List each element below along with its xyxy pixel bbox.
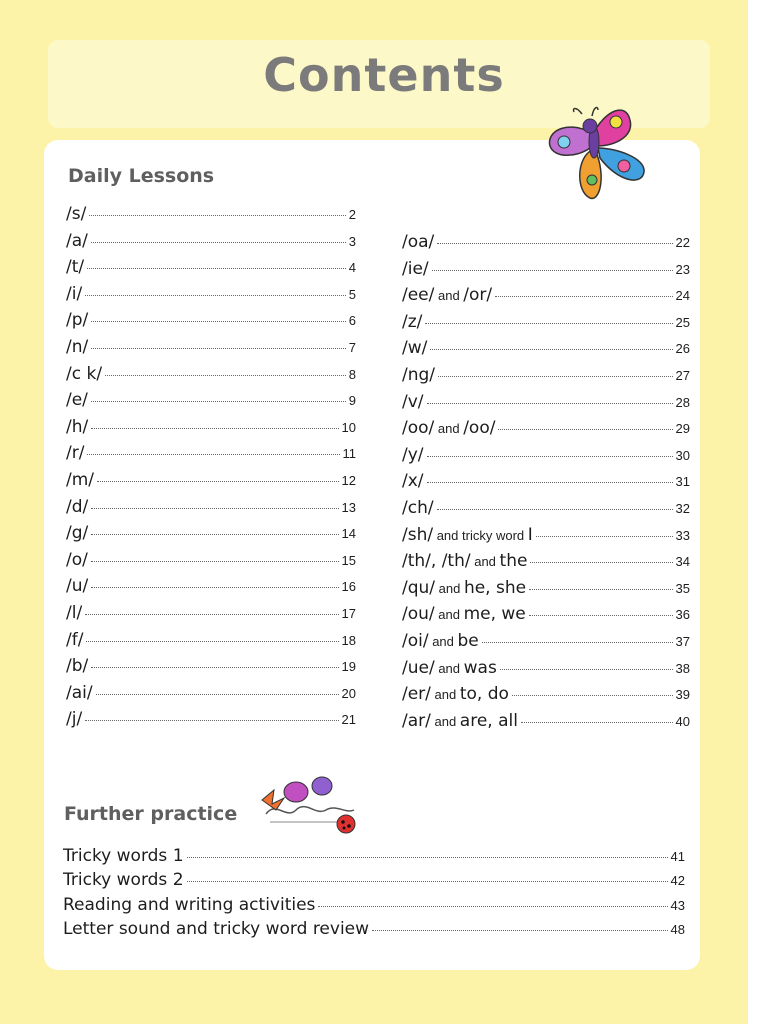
entry-sound: /w/ [402,338,428,359]
page-number: 43 [670,897,685,913]
page-number: 35 [675,580,690,596]
dot-leader [91,428,338,429]
page-number: 36 [675,607,690,623]
entry-sound: /e/ [66,390,88,411]
entry-sound: /ue/ [402,657,435,678]
contents-entry [66,443,356,469]
entry-label [66,310,88,330]
entry-word: the [499,551,528,572]
page-number: 2 [348,207,356,222]
entry-label [66,550,88,570]
dot-leader [86,641,338,642]
entry-word: are, all [459,710,518,731]
entry-label [402,525,533,545]
contents-entry [66,390,356,416]
entry-label [402,684,509,704]
entry-label [66,576,88,596]
entry-label [402,445,424,465]
entry-label [66,683,93,703]
entry-label [66,417,88,437]
dot-leader [432,270,673,271]
entry-sound: /qu/ [402,577,436,598]
dot-leader [91,348,346,349]
entry-label [66,497,88,517]
page-number: 37 [675,634,690,649]
contents-entry [402,711,690,737]
entry-connector: and [470,554,500,570]
entry-sound: /sh/ [402,524,434,545]
contents-entry [66,603,356,629]
entry-label [66,656,88,676]
page-number: 3 [348,233,356,249]
dot-leader [85,720,338,721]
dot-leader [91,321,346,322]
contents-entry [402,525,690,551]
entry-connector: and tricky word [433,527,528,543]
contents-entry [66,257,356,283]
bugs-icon [256,770,366,836]
entry-sound: /g/ [66,523,89,544]
page-number: 24 [675,288,690,304]
entry-label [66,523,88,543]
page-number: 7 [348,340,356,355]
contents-entry [63,919,685,945]
dot-leader [87,454,339,455]
entry-label [66,337,88,357]
entry-sound: /r/ [66,443,85,464]
entry-sound: /o/ [66,549,88,570]
contents-entry [66,417,356,443]
entry-label [402,418,495,438]
entry-connector: and [430,713,460,729]
entry-sound: /ee/ [402,285,435,306]
entry-sound: /j/ [66,709,83,730]
entry-label [63,895,315,915]
dot-leader [482,642,673,643]
dot-leader [85,295,346,296]
entry-sound: /f/ [66,629,84,650]
dot-leader [91,587,338,588]
dot-leader [437,509,673,510]
dot-leader [430,349,672,350]
entry-sound: Tricky words 2 [63,870,184,891]
contents-entry [402,232,690,258]
page-number: 13 [341,499,356,515]
contents-entry [402,551,690,577]
page-number: 9 [348,393,356,409]
entry-label [66,443,84,463]
contents-entry [66,284,356,310]
page-number: 42 [670,873,685,889]
entry-label [66,709,82,729]
entry-label [402,578,526,598]
entry-label [402,285,492,305]
entry-sound: /ai/ [66,682,93,703]
dot-leader [96,694,339,695]
page-number: 27 [675,368,690,383]
page-number: 21 [341,712,356,728]
dot-leader [500,669,673,670]
contents-entry [66,630,356,656]
butterfly-icon [546,102,656,210]
dot-leader [318,906,667,907]
entry-sound: /n/ [66,337,89,357]
page-number: 34 [675,554,690,570]
dot-leader [427,456,673,457]
entry-word: to, do [459,684,509,705]
dot-leader [187,881,668,882]
page-number: 15 [341,552,356,568]
dot-leader [498,429,672,430]
entry-label [402,604,526,624]
entry-label [63,846,184,866]
entry-label [402,259,429,279]
entry-word: /oo/ [463,418,496,439]
contents-entry [402,418,690,444]
contents-entry [402,365,690,391]
entry-label [402,658,497,678]
daily-lessons-heading: Daily Lessons [68,165,215,187]
entry-label [66,284,82,304]
page-number: 18 [341,632,356,648]
page-number: 38 [675,660,690,676]
page-number: 22 [675,235,690,250]
contents-entry [66,310,356,336]
entry-sound: /b/ [66,656,89,677]
dot-leader [536,536,673,537]
page-number: 14 [341,526,356,542]
entry-connector: and [435,580,464,596]
dot-leader [91,508,338,509]
entry-word: be [457,631,479,651]
contents-entry [402,604,690,630]
dot-leader [529,615,673,616]
page-number: 6 [348,313,356,329]
dot-leader [89,215,345,216]
dot-leader [85,614,338,615]
contents-entry [63,895,685,921]
entry-connector: and [434,660,464,676]
entry-sound: /l/ [66,603,83,623]
page-number: 20 [341,685,356,701]
contents-entry [402,471,690,497]
contents-entry [63,870,685,896]
page-number: 26 [675,341,690,357]
contents-entry [402,445,690,471]
entry-label [63,870,184,890]
page-number: 48 [670,921,685,937]
entry-sound: /oi/ [402,631,429,651]
entry-label [66,257,84,277]
entry-sound: Tricky words 1 [63,846,184,866]
entry-sound: Letter sound and tricky word review [63,918,370,939]
dot-leader [372,930,667,931]
dot-leader [97,481,339,482]
entry-label [402,711,518,731]
dot-leader [512,695,673,696]
dot-leader [529,589,672,590]
contents-entry [66,550,356,576]
entry-sound: Reading and writing activities [63,894,316,915]
entry-word: was [463,657,497,678]
contents-entry [402,392,690,418]
dot-leader [530,562,672,563]
contents-entry [402,658,690,684]
entry-label [66,630,83,650]
entry-word: me, we [463,604,526,625]
page-number: 11 [342,446,356,462]
dot-leader [91,242,346,243]
entry-sound: /i/ [66,283,83,304]
dot-leader [91,534,338,535]
entry-connector: and [428,634,458,649]
entry-label [66,231,88,251]
entry-sound: /v/ [402,391,424,412]
entry-sound: /s/ [66,204,87,224]
entry-connector: and [434,607,464,623]
page-number: 10 [341,419,356,435]
dot-leader [105,375,346,376]
contents-entry [66,364,356,390]
page-number: 12 [341,473,356,488]
dot-leader [437,243,672,244]
page-number: 28 [675,394,690,410]
contents-entry [402,631,690,657]
entry-connector: and [434,288,464,304]
dot-leader [495,296,672,297]
entry-label [66,603,82,623]
contents-entry [66,576,356,602]
page-number: 39 [675,687,690,703]
contents-entry [66,231,356,257]
entry-sound: /er/ [402,684,431,705]
dot-leader [91,561,339,562]
page-number: 41 [670,849,685,864]
dot-leader [87,268,346,269]
entry-label [66,204,86,224]
page-number: 32 [675,501,690,516]
page-number: 4 [348,260,356,276]
entry-connector: and [430,687,460,703]
entry-sound: /ch/ [402,498,434,518]
contents-entry [66,470,356,496]
entry-sound: /h/ [66,416,89,437]
entry-sound: /u/ [66,576,89,597]
entry-label [63,919,369,939]
entry-sound: /z/ [402,311,423,332]
entry-label [402,392,424,412]
page-number: 29 [675,421,690,437]
entry-label [402,312,422,332]
entry-label [402,631,479,651]
dot-leader [438,376,673,377]
page-number: 19 [341,659,356,675]
contents-entry [66,656,356,682]
contents-entry [66,683,356,709]
contents-entry [66,709,356,735]
entry-label [402,551,527,571]
entry-word: he, she [463,577,527,598]
entry-sound: /x/ [402,471,424,492]
entry-sound: /y/ [402,444,424,465]
dot-leader [91,667,338,668]
page-number: 17 [341,606,356,621]
entry-label [402,471,424,491]
dot-leader [427,482,673,483]
entry-word: I [527,524,533,545]
contents-entry [66,204,356,230]
entry-sound: /oo/ [402,418,435,439]
page-number: 25 [675,314,690,330]
entry-sound: /ng/ [402,365,436,385]
page-number: 40 [675,713,690,729]
entry-word: /or/ [463,285,493,306]
contents-entry [402,338,690,364]
page-title: Contents [263,48,505,102]
contents-entry [66,523,356,549]
contents-entry [66,497,356,523]
page-number: 16 [341,579,356,595]
entry-sound: /c k/ [66,363,103,384]
entry-label [66,470,94,490]
dot-leader [91,401,346,402]
entry-sound: /p/ [66,310,89,331]
contents-entry [402,684,690,710]
page-number: 5 [348,286,356,302]
entry-sound: /t/ [66,257,85,278]
page-number: 30 [675,447,690,463]
entry-sound: /ar/ [402,710,431,731]
entry-sound: /th/, /th/ [402,551,471,572]
further-practice-heading: Further practice [64,803,238,825]
dot-leader [425,323,672,324]
contents-entry [63,846,685,872]
entry-label [66,390,88,410]
entry-label [66,364,102,384]
dot-leader [427,403,673,404]
entry-sound: /m/ [66,470,95,490]
page-number: 33 [675,527,690,543]
entry-label [402,232,434,252]
contents-entry [402,578,690,604]
contents-entry [402,285,690,311]
entry-label [402,338,427,358]
contents-entry [402,312,690,338]
page-number: 8 [348,366,356,382]
dot-leader [187,857,668,858]
page-number: 23 [675,261,690,277]
dot-leader [521,722,673,723]
entry-label [402,365,435,385]
entry-sound: /ie/ [402,258,429,279]
entry-sound: /oa/ [402,232,435,252]
entry-sound: /d/ [66,496,89,517]
contents-entry [402,498,690,524]
contents-entry [66,337,356,363]
entry-connector: and [434,421,464,437]
entry-sound: /ou/ [402,604,435,625]
entry-sound: /a/ [66,230,88,251]
contents-entry [402,259,690,285]
entry-label [402,498,434,518]
page-number: 31 [675,474,690,490]
